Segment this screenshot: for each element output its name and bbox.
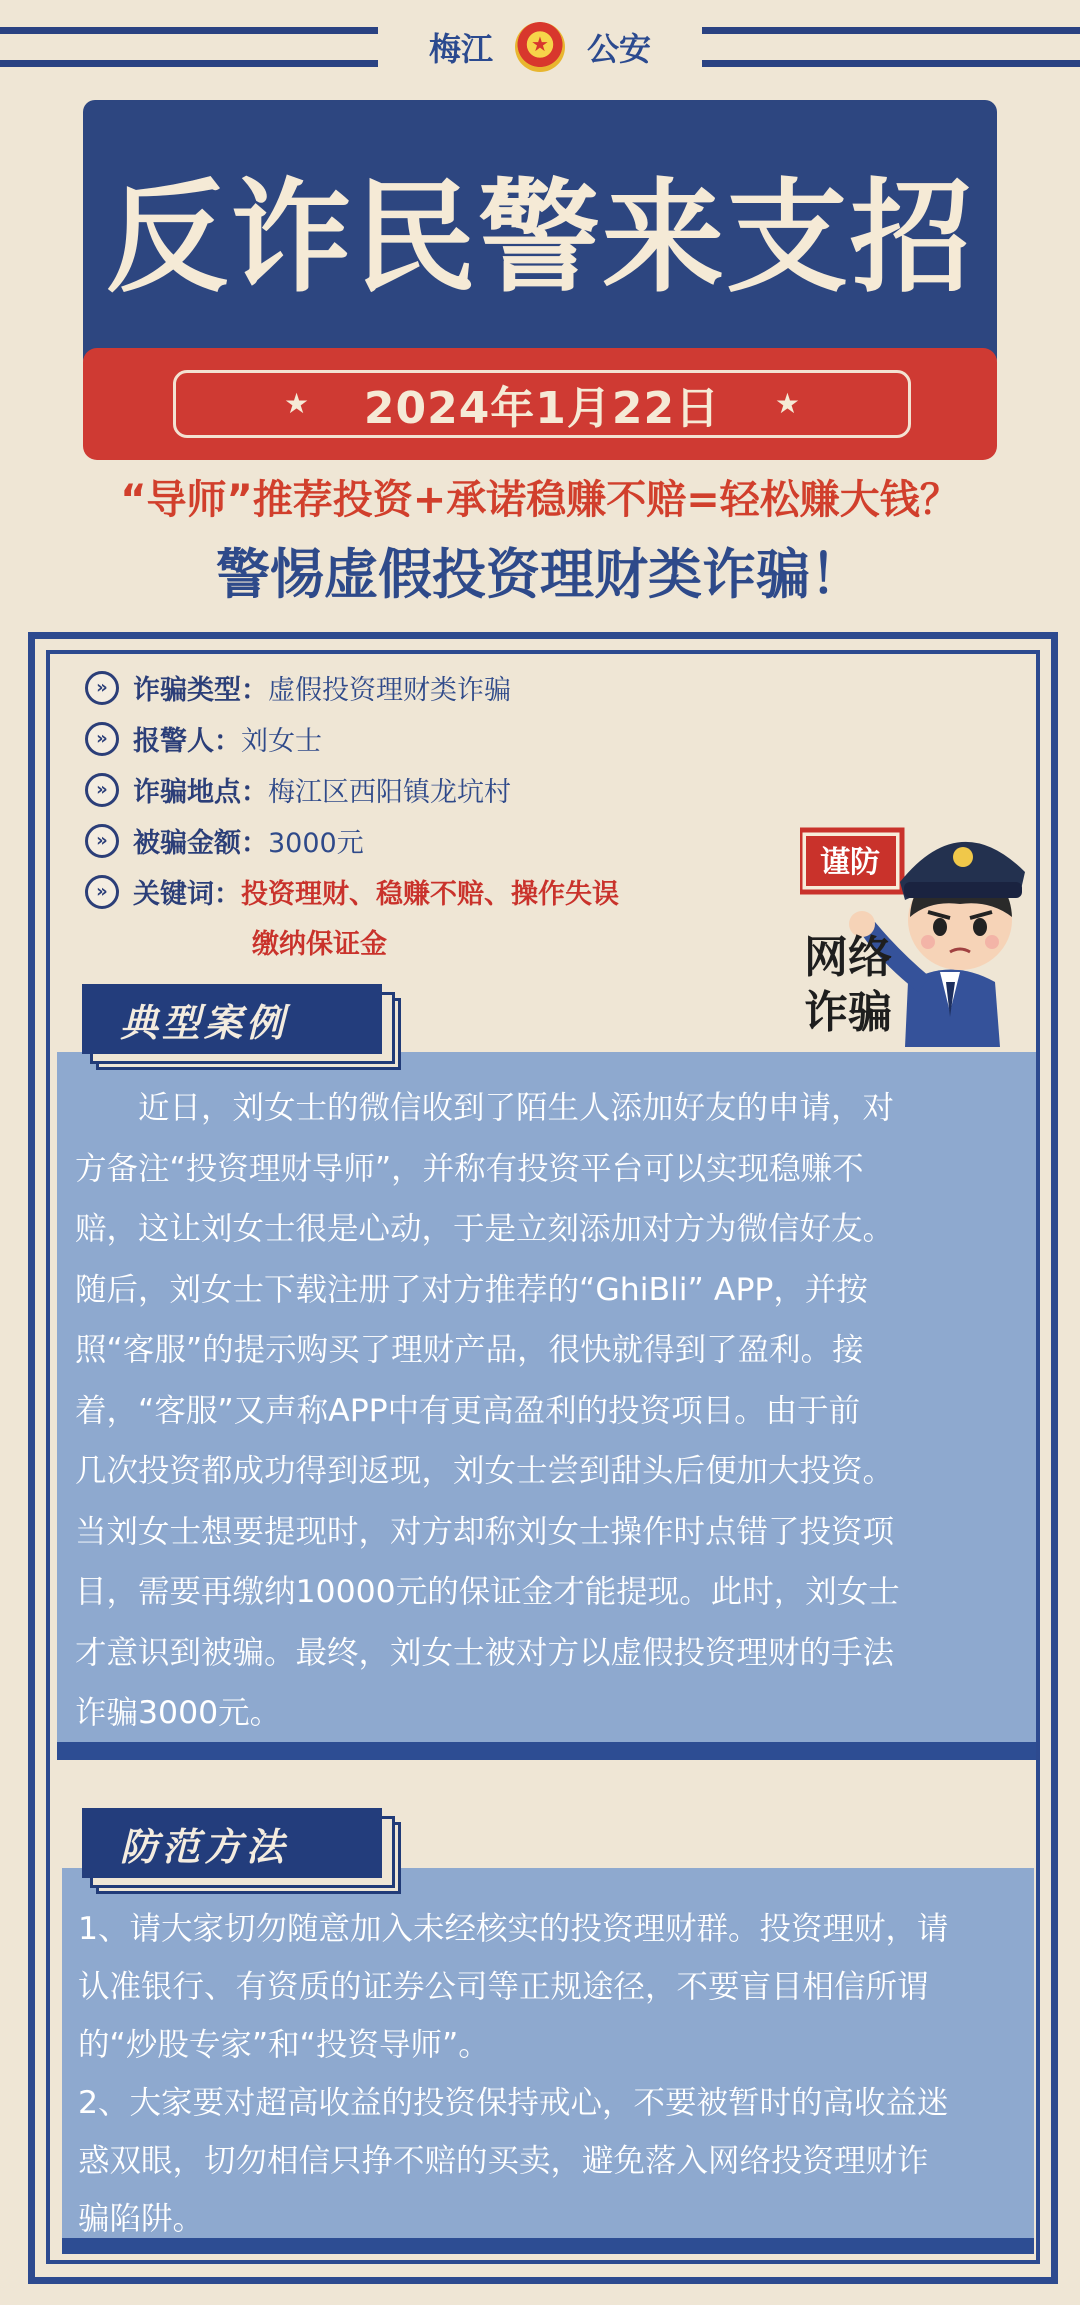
police-cartoon-illustration bbox=[800, 812, 1045, 1047]
headline-question: “导师”推荐投资+承诺稳赚不赔=轻松赚大钱？ bbox=[120, 477, 960, 523]
star-icon: ★ bbox=[774, 387, 800, 420]
info-value: 缴纳保证金 bbox=[252, 929, 387, 960]
prevention-tab bbox=[82, 1808, 382, 1878]
case-line: 近日，刘女士的微信收到了陌生人添加好友的申请，对 bbox=[75, 1090, 895, 1126]
case-line: 赔，这让刘女士很是心动，于是立刻添加对方为微信好友。 bbox=[75, 1211, 895, 1247]
chevron-right-icon: » bbox=[85, 722, 119, 756]
prevention-tab-label: 防范方法 bbox=[120, 1824, 289, 1869]
info-row-amount bbox=[85, 821, 364, 860]
case-line: 几次投资都成功得到返现，刘女士尝到甜头后便加大投资。 bbox=[75, 1453, 895, 1489]
header-rule-left-top bbox=[0, 27, 378, 34]
date-pill bbox=[173, 370, 911, 438]
info-row-keywords bbox=[85, 872, 619, 911]
info-value: 3000元 bbox=[268, 828, 364, 859]
case-line: 当刘女士想要提现时，对方却称刘女士操作时点错了投资项 bbox=[75, 1513, 895, 1550]
headline-warning: 警惕虚假投资理财类诈骗！ bbox=[216, 543, 864, 606]
warning-sign-text: 谨防 bbox=[820, 845, 880, 880]
header-rule-right-bottom bbox=[702, 60, 1080, 67]
prevention-line: 认准银行、有资质的证券公司等正规途径，不要盲目相信所谓 bbox=[78, 1969, 929, 2005]
prevention-line: 2、大家要对超高收益的投资保持戒心，不要被暂时的高收益迷 bbox=[78, 2085, 949, 2121]
header-rule-left-bottom bbox=[0, 60, 378, 67]
prevention-line: 的“炒股专家”和“投资导师”。 bbox=[78, 2027, 490, 2063]
prevention-paragraph bbox=[78, 1900, 1028, 2248]
case-line: 照“客服”的提示购买了理财产品，很快就得到了盈利。接 bbox=[75, 1332, 864, 1368]
case-tab-label: 典型案例 bbox=[120, 1000, 289, 1045]
chevron-right-icon: » bbox=[85, 824, 119, 858]
info-value: 刘女士 bbox=[241, 726, 322, 757]
info-label: 诈骗类型： bbox=[133, 675, 268, 706]
case-line: 目，需要再缴纳10000元的保证金才能提现。此时，刘女士 bbox=[75, 1574, 900, 1610]
prevention-line: 惑双眼，切勿相信只挣不赔的买卖，避免落入网络投资理财诈 bbox=[78, 2143, 929, 2179]
case-box-bottom-bar bbox=[57, 1742, 1036, 1760]
prevention-line: 1、请大家切勿随意加入未经核实的投资理财群。投资理财，请 bbox=[78, 1911, 949, 1947]
case-line: 才意识到被骗。最终，刘女士被对方以虚假投资理财的手法 bbox=[75, 1634, 895, 1671]
chevron-right-icon: » bbox=[85, 875, 119, 909]
case-tab bbox=[82, 984, 382, 1054]
header-rule-right-top bbox=[702, 27, 1080, 34]
cartoon-side-text-2: 诈骗 bbox=[804, 987, 892, 1038]
info-value: 虚假投资理财类诈骗 bbox=[268, 675, 511, 706]
info-value: 梅江区西阳镇龙坑村 bbox=[268, 777, 511, 808]
brand-header bbox=[400, 22, 680, 72]
case-line: 方备注“投资理财导师”，并称有投资平台可以实现稳赚不 bbox=[75, 1150, 864, 1187]
prevention-line: 骗陷阱。 bbox=[78, 2201, 205, 2237]
info-value: 投资理财、稳赚不赔、操作失误 bbox=[241, 879, 619, 910]
info-label: 报警人： bbox=[133, 726, 241, 757]
case-line: 着，“客服”又声称APP中有更高盈利的投资项目。由于前 bbox=[75, 1392, 861, 1429]
info-row-type bbox=[85, 668, 511, 707]
chevron-right-icon: » bbox=[85, 773, 119, 807]
date-text: 2024年1月22日 bbox=[363, 383, 721, 434]
case-line: 随后，刘女士下载注册了对方推荐的“GhiBli” APP，并按 bbox=[75, 1271, 868, 1308]
info-row-location bbox=[85, 770, 511, 809]
chevron-right-icon: » bbox=[85, 671, 119, 705]
info-label: 关键词： bbox=[133, 879, 241, 910]
police-emblem-icon bbox=[515, 22, 565, 72]
info-label: 诈骗地点： bbox=[133, 777, 268, 808]
info-label: 被骗金额： bbox=[133, 828, 268, 859]
cartoon-side-text-1: 网络 bbox=[804, 932, 892, 983]
case-line: 诈骗3000元。 bbox=[75, 1695, 282, 1731]
brand-right-text: 公安 bbox=[587, 30, 652, 68]
case-paragraph bbox=[75, 1078, 1025, 1744]
star-icon: ★ bbox=[284, 387, 310, 420]
info-row-reporter bbox=[85, 719, 322, 758]
page-title: 反诈民警来支招 bbox=[106, 167, 974, 309]
info-row-keywords-cont bbox=[252, 922, 387, 961]
brand-left-text: 梅江 bbox=[428, 30, 493, 68]
